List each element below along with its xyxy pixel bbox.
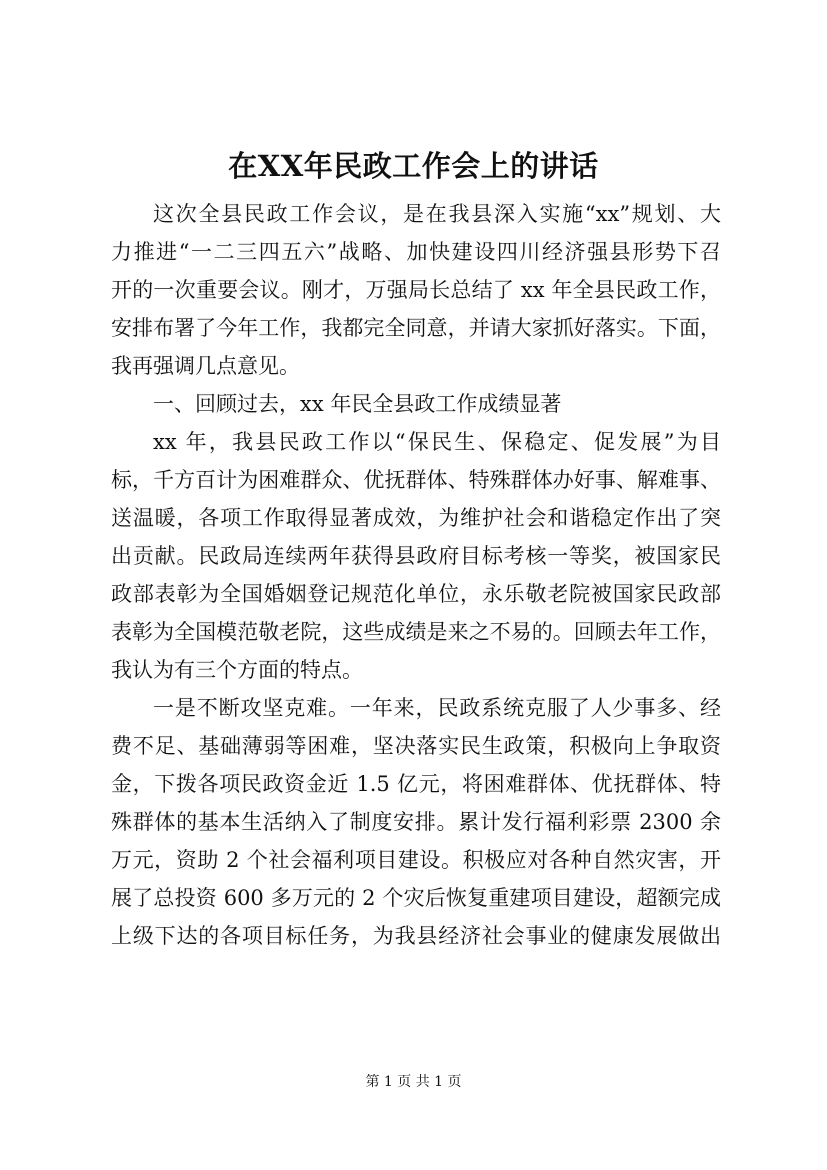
text-line: 力推进“一二三四五六”战略、加快建设四川经济强县形势下召 bbox=[111, 240, 721, 264]
text-line: 展了总投资 600 多万元的 2 个灾后恢复重建项目建设，超额完成 bbox=[111, 886, 721, 910]
text-line: 政部表彰为全国婚姻登记规范化单位，永乐敬老院被国家民政部 bbox=[111, 582, 721, 606]
text-line: xx 年，我县民政工作以“保民生、保稳定、促发展”为目 bbox=[153, 430, 721, 454]
document-title: 在XX年民政工作会上的讲话 bbox=[228, 149, 599, 183]
text-line: 殊群体的基本生活纳入了制度安排。累计发行福利彩票 2300 余 bbox=[111, 810, 721, 834]
text-line: 金，下拨各项民政资金近 1.5 亿元，将困难群体、优抚群体、特 bbox=[111, 772, 721, 796]
text-line: 表彰为全国模范敬老院，这些成绩是来之不易的。回顾去年工作， bbox=[111, 620, 721, 644]
text-line: 送温暖，各项工作取得显著成效，为维护社会和谐稳定作出了突 bbox=[111, 506, 721, 530]
text-line: 安排布署了今年工作，我都完全同意，并请大家抓好落实。下面， bbox=[111, 316, 721, 340]
text-line: 上级下达的各项目标任务，为我县经济社会事业的健康发展做出 bbox=[111, 924, 721, 948]
text-line: 一是不断攻坚克难。一年来，民政系统克服了人少事多、经 bbox=[153, 696, 721, 720]
text-line: 开的一次重要会议。刚才，万强局长总结了 xx 年全县民政工作， bbox=[111, 278, 721, 302]
document-body bbox=[111, 195, 721, 955]
text-line: 出贡献。民政局连续两年获得县政府目标考核一等奖，被国家民 bbox=[111, 544, 721, 568]
section-heading: 一、回顾过去，xx 年民全县政工作成绩显著 bbox=[153, 392, 562, 416]
text-line: 我再强调几点意见。 bbox=[111, 354, 300, 378]
text-line: 万元，资助 2 个社会福利项目建设。积极应对各种自然灾害，开 bbox=[111, 848, 721, 872]
text-line: 我认为有三个方面的特点。 bbox=[111, 658, 363, 682]
text-line: 这次全县民政工作会议，是在我县深入实施“xx”规划、大 bbox=[153, 202, 721, 226]
text-line: 标，千方百计为困难群众、优抚群体、特殊群体办好事、解难事、 bbox=[111, 468, 721, 492]
text-line: 费不足、基础薄弱等困难，坚决落实民生政策，积极向上争取资 bbox=[111, 734, 721, 758]
page-footer: 第 1 页 共 1 页 bbox=[365, 1074, 462, 1090]
